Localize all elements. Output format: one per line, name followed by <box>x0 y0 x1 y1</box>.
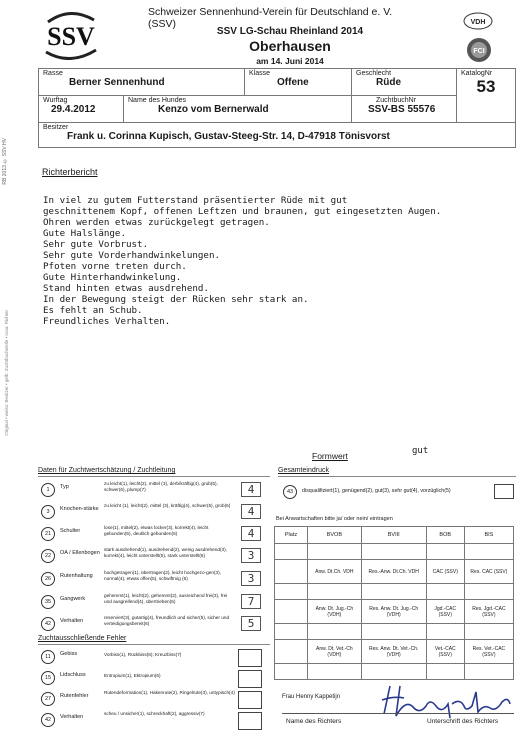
item-label: Verhalten <box>60 714 84 720</box>
fehler-checkbox[interactable] <box>238 670 262 688</box>
item-score[interactable]: 3 <box>241 548 261 563</box>
gesamteindruck-title: Gesamteindruck <box>278 467 329 474</box>
gesamteindruck-box[interactable] <box>494 484 514 499</box>
awards-cell: Anw. Dt.Ch. VDH <box>308 560 362 584</box>
signature-line <box>282 713 514 714</box>
awards-cell: Vet.-CAC (SSV) <box>426 640 464 664</box>
item-label: Typ <box>60 484 69 490</box>
report-line: Gute Halslänge. <box>43 228 126 239</box>
awards-cell[interactable] <box>426 624 464 640</box>
awards-cell[interactable] <box>464 584 513 600</box>
fehler-row-gebiss <box>38 647 270 669</box>
awards-cell[interactable] <box>275 584 308 600</box>
item-options: Entropium(1), Ektropium(6) <box>104 673 161 678</box>
awards-header: BVIII <box>361 527 426 544</box>
awards-cell[interactable] <box>361 624 426 640</box>
zuchtwert-row-ellenbogen <box>38 546 270 568</box>
awards-cell: Res. Vet.-CAC (SSV) <box>464 640 513 664</box>
item-score[interactable]: 7 <box>241 594 261 609</box>
geschlecht-value: Rüde <box>376 77 401 88</box>
gesamteindruck-options: disqualifiziert(1), genügend(2), gut(3), sehr gut(4), vorzüglich(5) <box>302 488 451 494</box>
item-number: 11 <box>41 650 55 664</box>
item-label: Knochen-stärke <box>60 506 99 512</box>
awards-cell[interactable] <box>275 544 308 560</box>
zuchtwert-row-verhalten <box>38 614 270 636</box>
gesamteindruck-number: 43 <box>283 485 297 499</box>
judge-name: Frau Henny Kappetijn <box>282 694 341 700</box>
awards-cell[interactable] <box>426 584 464 600</box>
wurftag-label: Wurftag <box>43 97 68 104</box>
item-number: 27 <box>41 692 55 706</box>
item-score[interactable]: 4 <box>241 526 261 541</box>
vdh-badge-icon <box>463 12 493 30</box>
svg-text:VDH: VDH <box>470 19 486 26</box>
katalog-number: 53 <box>476 77 496 96</box>
awards-cell[interactable] <box>308 584 362 600</box>
judge-name-label: Name des Richters <box>286 718 342 725</box>
rasse-label: Rasse <box>43 70 63 77</box>
rasse-value: Berner Sennenhund <box>69 77 165 88</box>
report-line: Pfoten vorne treten durch. <box>43 261 187 272</box>
awards-cell: Res.-Anw. Dt.Ch. VDH <box>361 560 426 584</box>
awards-cell: Res. CAC (SSV) <box>464 560 513 584</box>
item-label: Rutenfehler <box>60 693 89 699</box>
awards-cell[interactable] <box>275 624 308 640</box>
zuchtwert-row-gangwerk <box>38 592 270 614</box>
zuchtwert-title: Daten für Zuchtwertschätzung / Zuchtleitung <box>38 467 176 474</box>
klasse-label: Klasse <box>249 70 271 77</box>
item-label: Rutenhaltung <box>60 573 93 579</box>
awards-cell: Res. Jgd.-CAC (SSV) <box>464 600 513 624</box>
report-line: geschnittenem Kopf, offenen Leftzen und braunen, gut eingesetzten Augen. <box>43 206 442 217</box>
ausschluss-divider <box>38 644 270 645</box>
awards-header: BVOB <box>308 527 362 544</box>
item-number: 35 <box>41 595 55 609</box>
report-line: Es fehlt an Schub. <box>43 305 143 316</box>
awards-cell[interactable] <box>361 584 426 600</box>
awards-cell: Res. Anw. Dt. Jug.-Ch (VDH) <box>361 600 426 624</box>
awards-header: BIS <box>464 527 513 544</box>
svg-text:FCI: FCI <box>473 48 485 55</box>
richterbericht-text <box>43 195 513 327</box>
awards-cell <box>275 560 308 584</box>
item-options: reserviert(3), gutartig(4), freundlich und sicher(5), sicher und verteidigungsbereit(6) <box>104 615 230 626</box>
item-options: gehemmt(1), leicht(2), gehemmt(2), ausreichend frei(3), frei und ausgreifend(4), übertrieben(5) <box>104 593 228 604</box>
zuchtwert-row-rutenhaltung <box>38 569 270 591</box>
hundename-value: Kenzo vom Bernerwald <box>158 104 269 115</box>
awards-cell[interactable] <box>361 544 426 560</box>
awards-cell <box>275 600 308 624</box>
item-number: 42 <box>41 713 55 727</box>
awards-cell: Anw. Dt. Jug.-Ch (VDH) <box>308 600 362 624</box>
item-number: 22 <box>41 549 55 563</box>
zuchtbuch-label: ZuchtbuchNr <box>376 97 417 104</box>
item-label: Lidschluss <box>60 672 86 678</box>
show-date: am 14. Juni 2014 <box>256 56 324 66</box>
side-print-code: RB 2013 © SSV HV <box>2 138 8 185</box>
item-number: 26 <box>41 572 55 586</box>
awards-cell[interactable] <box>464 544 513 560</box>
formwert-value: gut <box>412 446 429 456</box>
report-line: Freundliches Verhalten. <box>43 316 171 327</box>
club-name: Schweizer Sennenhund-Verein für Deutschland e. V. (SSV) <box>148 6 393 30</box>
zuchtbuch-value: SSV-BS 55576 <box>368 104 436 115</box>
report-line: Gute Hinterhandwinkelung. <box>43 272 182 283</box>
fehler-row-rutenfehler <box>38 689 270 711</box>
awards-cell: Jgd.-CAC (SSV) <box>426 600 464 624</box>
item-score[interactable]: 4 <box>241 482 261 497</box>
fci-badge-icon <box>466 37 492 63</box>
awards-cell[interactable] <box>464 624 513 640</box>
awards-header: BOB <box>426 527 464 544</box>
dog-info-table <box>38 68 516 148</box>
report-line: Stand hinten etwas ausdrehend. <box>43 283 209 294</box>
besitzer-label: Besitzer <box>43 124 69 131</box>
item-options: lose(1), mittel(2), etwas locker(3), korrekt(4), leicht gebunden(5), deutlich gebunden(6) <box>104 525 209 536</box>
besitzer-value: Frank u. Corinna Kupisch, Gustav-Steeg-Str. 14, D-47918 Tönisvorst <box>67 131 390 142</box>
awards-cell[interactable] <box>308 664 362 680</box>
item-score[interactable]: 5 <box>241 616 261 631</box>
fehler-checkbox[interactable] <box>238 691 262 709</box>
item-number: 1 <box>41 483 55 497</box>
klasse-value: Offene <box>277 77 309 88</box>
show-title: SSV LG-Schau Rheinland 2014 <box>216 26 364 37</box>
report-line: Sehr gute Vorbrust. <box>43 239 149 250</box>
wurftag-value: 29.4.2012 <box>51 104 96 115</box>
awards-cell: Anw. Dt. Vet.-Ch (VDH) <box>308 640 362 664</box>
item-number: 15 <box>41 671 55 685</box>
show-city: Oberhausen <box>249 38 331 54</box>
awards-cell[interactable] <box>308 544 362 560</box>
logo-text: SSV <box>47 22 95 51</box>
zuchtwert-row-knochen <box>38 502 270 524</box>
anwartschaften-note: Bei Anwartschaften bitte ja/ oder nein/ eintragen <box>276 516 393 522</box>
item-label: Gebiss <box>60 651 78 657</box>
awards-cell: CAC (SSV) <box>426 560 464 584</box>
formwert-label: Formwert <box>312 451 348 461</box>
awards-header: Platz <box>275 527 308 544</box>
awards-cell[interactable] <box>426 544 464 560</box>
ausschluss-title: Zuchtausschließende Fehler <box>38 635 127 642</box>
item-number: 3 <box>41 505 55 519</box>
awards-cell[interactable] <box>308 624 362 640</box>
item-options: hochgetragen(1), übertragen(2), leicht hochgezo-gen(3), normal(4), etwas offen(5), schwiftmig (6) <box>104 570 221 581</box>
awards-table <box>274 526 514 680</box>
side-copy-note: Original • weiss: Besitzer • gelb: Zuchtbuchstelle • rosa: Richter <box>4 310 9 436</box>
item-score[interactable]: 3 <box>241 571 261 586</box>
report-line: Ohren werden etwas zurückgelegt getragen. <box>43 217 270 228</box>
hundename-label: Name des Hundes <box>128 97 186 104</box>
item-label: Verhalten <box>60 618 84 624</box>
item-options: zu leicht (1), leicht(2), mittel (3), kräftig(4), schwer(5), grob(6) <box>104 503 231 508</box>
zuchtwert-row-typ <box>38 480 270 502</box>
item-label: Schulter <box>60 528 81 534</box>
zuchtwert-row-schulter <box>38 524 270 546</box>
geschlecht-label: Geschlecht <box>356 70 392 77</box>
item-options: Rutendeformation(1), Hakenrute(2), Ringelrute(3), untypisch(4) <box>104 690 235 695</box>
ssv-logo <box>40 10 102 60</box>
item-number: 21 <box>41 527 55 541</box>
item-options: stark ausdrehend(1), ausdrehend(2), wenig ausdrehend(3), korrekt(4), leicht unterstellt(5), stark unterstellt(6) <box>104 547 227 558</box>
judge-signature-label: Unterschrift des Richters <box>427 718 499 725</box>
awards-cell: Res. Anw. Dt. Vet.-Ch. (VDH) <box>361 640 426 664</box>
fehler-checkbox[interactable] <box>238 712 262 730</box>
item-options: Vorbiss(1), Rückbiss(6); Kreuzbiss(7) <box>104 652 182 657</box>
fehler-checkbox[interactable] <box>238 649 262 667</box>
judge-signature <box>370 678 516 722</box>
zuchtwert-divider <box>38 476 270 477</box>
report-line: In viel zu gutem Futterstand präsentierter Rüde mit gut <box>43 195 348 206</box>
richterbericht-title: Richterbericht <box>42 167 98 177</box>
item-number: 42 <box>41 617 55 631</box>
gesamteindruck-divider <box>278 476 516 477</box>
fehler-row-verhalten <box>38 710 270 732</box>
awards-cell[interactable] <box>275 664 308 680</box>
item-options: scheu / unsicher(1), schreckhaft(2), aggressiv(7) <box>104 711 205 716</box>
report-line: Sehr gute Vorderhandwinkelungen. <box>43 250 221 261</box>
item-label: Gangwerk <box>60 596 86 602</box>
report-line: In der Bewegung steigt der Rücken sehr stark an. <box>43 294 309 305</box>
item-score[interactable]: 4 <box>241 504 261 519</box>
awards-cell <box>275 640 308 664</box>
item-label: OA / Ellenbogen <box>60 550 100 556</box>
katalog-label: KatalogNr <box>461 70 493 77</box>
item-options: zu leicht(1), leicht(2), mittel (3), derb/kräftig(4), grob(5), schwer(6), plump(7) <box>104 481 218 492</box>
fehler-row-lidschluss <box>38 668 270 690</box>
